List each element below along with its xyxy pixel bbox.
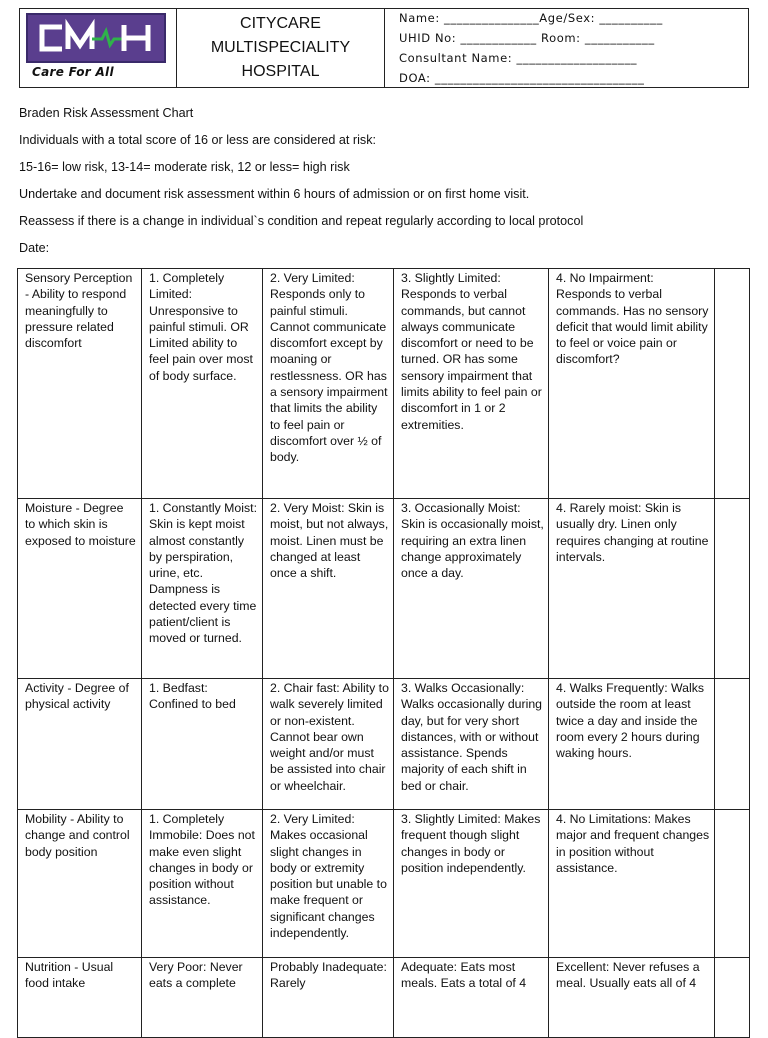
score-3-cell: 3. Slightly Limited: Makes frequent though slight changes in body or position independently. xyxy=(394,810,549,958)
intro-section xyxy=(19,104,749,266)
score-2-cell: 2. Chair fast: Ability to walk severely limited or non-existent. Cannot bear own weight and/or must be assisted into chair or wheelchair. xyxy=(263,679,394,810)
doa-field[interactable]: DOA: _________________________________ xyxy=(399,71,645,85)
category-cell: Sensory Perception - Ability to respond meaningfully to pressure related discomfort xyxy=(18,269,142,499)
score-3-cell: Adequate: Eats most meals. Eats a total of 4 xyxy=(394,958,549,1038)
uhid-room-field[interactable]: UHID No: ____________ Room: ___________ xyxy=(399,31,655,45)
table-row-mobility xyxy=(18,810,750,958)
score-entry-cell[interactable] xyxy=(715,810,750,958)
score-entry-cell[interactable] xyxy=(715,499,750,679)
category-cell: Mobility - Ability to change and control body position xyxy=(18,810,142,958)
logo-tagline: Care For All xyxy=(32,65,114,79)
hospital-name xyxy=(177,9,385,87)
score-4-cell: 4. Walks Frequently: Walks outside the room at least twice a day and inside the room every 2 hours during waking hours. xyxy=(549,679,715,810)
score-1-cell: 1. Constantly Moist: Skin is kept moist almost constantly by perspiration, urine, etc. Dampness is detected every time patient/client is moved or turned. xyxy=(142,499,263,679)
score-entry-cell[interactable] xyxy=(715,958,750,1038)
score-3-cell: 3. Walks Occasionally: Walks occasionally during day, but for very short distances, with or without assistance. Spends majority of each shift in bed or chair. xyxy=(394,679,549,810)
score-2-cell: 2. Very Limited: Makes occasional slight changes in body or extremity position but unable to make frequent or significant changes independently. xyxy=(263,810,394,958)
patient-name-age-field[interactable]: Name: _______________Age/Sex: __________ xyxy=(399,11,663,25)
logo-cell xyxy=(20,9,177,87)
score-2-cell: Probably Inadequate: Rarely xyxy=(263,958,394,1038)
score-4-cell: Excellent: Never refuses a meal. Usually eats all of 4 xyxy=(549,958,715,1038)
score-1-cell: 1. Bedfast: Confined to bed xyxy=(142,679,263,810)
logo-heartbeat-icon xyxy=(28,15,164,61)
score-4-cell: 4. No Impairment: Responds to verbal commands. Has no sensory deficit that would limit ability to feel or voice pain or discomfort? xyxy=(549,269,715,499)
intro-line-risk-threshold: Individuals with a total score of 16 or less are considered at risk: xyxy=(19,133,376,147)
category-cell: Moisture - Degree to which skin is exposed to moisture xyxy=(18,499,142,679)
intro-line-undertake: Undertake and document risk assessment within 6 hours of admission or on first home visit. xyxy=(19,187,530,201)
chart-title: Braden Risk Assessment Chart xyxy=(19,106,194,120)
score-3-cell: 3. Slightly Limited: Responds to verbal commands, but cannot always communicate discomfort or need to be turned. OR has some sensory impairment that limits ability to feel pain or discomfort in 1 or 2 extremities. xyxy=(394,269,549,499)
score-entry-cell[interactable] xyxy=(715,679,750,810)
intro-line-risk-levels: 15-16= low risk, 13-14= moderate risk, 12 or less= high risk xyxy=(19,160,350,174)
score-2-cell: 2. Very Moist: Skin is moist, but not always, moist. Linen must be changed at least once a shift. xyxy=(263,499,394,679)
hospital-logo xyxy=(26,13,166,63)
score-1-cell: 1. Completely Limited: Unresponsive to painful stimuli. OR Limited ability to feel pain over most of body surface. xyxy=(142,269,263,499)
score-1-cell: Very Poor: Never eats a complete xyxy=(142,958,263,1038)
score-2-cell: 2. Very Limited: Responds only to painful stimuli. Cannot communicate discomfort except by moaning or restlessness. OR has a sensory impairment that limits the ability to feel pain or discomfort over ½ of body. xyxy=(263,269,394,499)
date-label[interactable]: Date: xyxy=(19,241,50,255)
patient-details xyxy=(385,9,748,87)
score-3-cell: 3. Occasionally Moist: Skin is occasionally moist, requiring an extra linen change approximately once a day. xyxy=(394,499,549,679)
document-header xyxy=(19,8,749,88)
table-row-sensory xyxy=(18,269,750,499)
hospital-name-line-1: CITYCARE xyxy=(240,15,321,32)
score-4-cell: 4. No Limitations: Makes major and frequent changes in position without assistance. xyxy=(549,810,715,958)
table-row-moisture xyxy=(18,499,750,679)
intro-line-reassess: Reassess if there is a change in individual`s condition and repeat regularly according to local protocol xyxy=(19,214,584,228)
category-cell: Activity - Degree of physical activity xyxy=(18,679,142,810)
score-1-cell: 1. Completely Immobile: Does not make even slight changes in body or position without assistance. xyxy=(142,810,263,958)
table-row-nutrition xyxy=(18,958,750,1038)
hospital-name-line-2: MULTISPECIALITY xyxy=(210,39,351,56)
score-4-cell: 4. Rarely moist: Skin is usually dry. Linen only requires changing at routine intervals. xyxy=(549,499,715,679)
consultant-name-field[interactable]: Consultant Name: ___________________ xyxy=(399,51,638,65)
hospital-name-line-3: HOSPITAL xyxy=(241,63,320,80)
score-entry-cell[interactable] xyxy=(715,269,750,499)
table-row-activity xyxy=(18,679,750,810)
category-cell: Nutrition - Usual food intake xyxy=(18,958,142,1038)
braden-table xyxy=(17,268,750,1038)
